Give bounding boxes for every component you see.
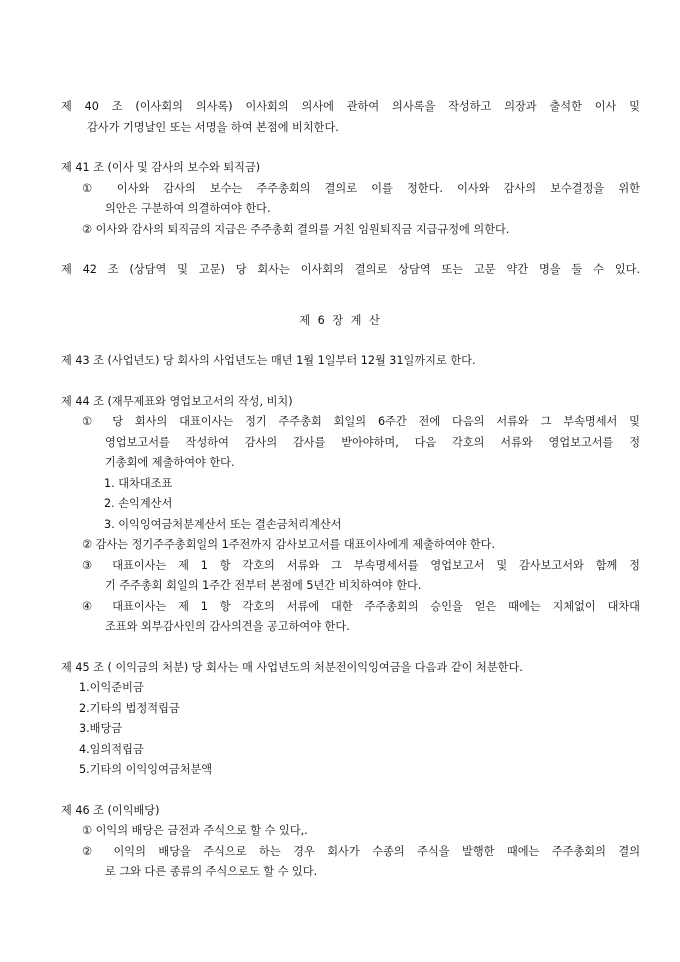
- article-41-heading: 제 41 조 (이사 및 감사의 보수와 퇴직금): [61, 161, 261, 174]
- article-45-item-2: 2.기타의 법정적립금: [79, 701, 180, 715]
- article-44-clause-1-line-3: 기총회에 제출하여야 한다.: [105, 456, 235, 469]
- article-41-clause-1-line-1: ① 이사와 감사의 보수는 주주총회의 결의로 이를 정한다. 이사와 감사의 보수결정을 위한: [82, 181, 640, 195]
- article-44-clause-4-line-1: ④ 대표이사는 제 1 항 각호의 서류에 대한 주주총회의 승인을 얻은 때에는 지체없이 대차대: [82, 599, 640, 613]
- article-44-clause-3-line-2: 기 주주총회 회일의 1주간 전부터 본점에 5년간 비치하여야 한다.: [105, 579, 422, 592]
- article-45-heading: 제 45 조 ( 이익금의 처분) 당 회사는 매 사업년도의 처분전이익잉여금을 다음과 같이 처분한다.: [61, 660, 523, 674]
- article-42-line-1: 제 42 조 (상담역 및 고문) 당 회사는 이사회의 결의로 상담역 또는 고문 약간 명을 둘 수 있다.: [61, 263, 640, 276]
- article-45: [61, 658, 640, 781]
- article-44: [61, 392, 640, 638]
- article-43-line-1: 제 43 조 (사업년도) 당 회사의 사업년도는 매년 1월 1일부터 12월 31일까지로 한다.: [61, 354, 476, 367]
- article-46-clause-2-line-1: ② 이익의 배당을 주식으로 하는 경우 회사가 수종의 주식을 발행한 때에는 주주총회의 결의: [82, 844, 640, 858]
- article-41: [61, 158, 640, 240]
- article-44-sub-item-2: 2. 손익계산서: [104, 497, 173, 510]
- article-43: [61, 351, 640, 372]
- chapter-title: 제 6 장 계 산: [299, 313, 382, 327]
- article-44-clause-1-line-1: ① 당 회사의 대표이사는 정기 주주총회 회일의 6주간 전에 다음의 서류와 그 부속명세서 및: [82, 415, 640, 428]
- article-46: [61, 801, 640, 883]
- article-45-item-3: 3.배당금: [79, 722, 123, 735]
- article-44-clause-1-line-2: 영업보고서를 작성하여 감사의 감사를 받아야하며, 다음 각호의 서류와 영업보고서를 정: [105, 435, 640, 449]
- article-46-clause-2-line-2: 로 그와 다른 종류의 주식으로도 할 수 있다.: [105, 865, 318, 878]
- article-42: [61, 260, 640, 281]
- article-46-heading: 제 46 조 (이익배당): [61, 803, 160, 817]
- article-40-line-2: 감사가 기명날인 또는 서명을 하여 본점에 비치한다.: [87, 120, 339, 134]
- article-41-clause-2: ② 이사와 감사의 퇴직금의 지급은 주주총회 결의를 거친 임원퇴직금 지급규정에 의한다.: [82, 222, 510, 236]
- article-44-heading: 제 44 조 (재무제표와 영업보고서의 작성, 비치): [61, 394, 293, 408]
- article-46-clause-1: ① 이익의 배당은 금전과 주식으로 할 수 있다,.: [82, 824, 308, 837]
- article-44-clause-2: ② 감사는 정기주주총회일의 1주전까지 감사보고서를 대표이사에게 제출하여야 한다.: [82, 538, 496, 551]
- article-41-clause-1-line-2: 의안은 구분하여 의결하여야 한다.: [105, 202, 271, 215]
- article-40: [61, 97, 640, 138]
- article-45-item-1: 1.이익준비금: [79, 681, 144, 694]
- article-44-sub-item-3: 3. 이익잉여금처분계산서 또는 결손금처리계산서: [104, 517, 342, 531]
- article-45-item-5: 5.기타의 이익잉여금처분액: [79, 763, 213, 776]
- article-44-clause-4-line-2: 조표와 외부감사인의 감사의견을 공고하여야 한다.: [105, 620, 350, 633]
- article-40-line-1: 제 40 조 (이사회의 의사록) 이사회의 의사에 관하여 의사록을 작성하고 의장과 출석한 이사 및: [61, 100, 640, 113]
- article-44-clause-3-line-1: ③ 대표이사는 제 1 항 각호의 서류와 그 부속명세서를 영업보고서 및 감사보고서와 함께 정: [82, 558, 640, 572]
- article-45-item-4: 4.임의적립금: [79, 742, 144, 756]
- article-44-sub-item-1: 1. 대차대조표: [104, 476, 173, 490]
